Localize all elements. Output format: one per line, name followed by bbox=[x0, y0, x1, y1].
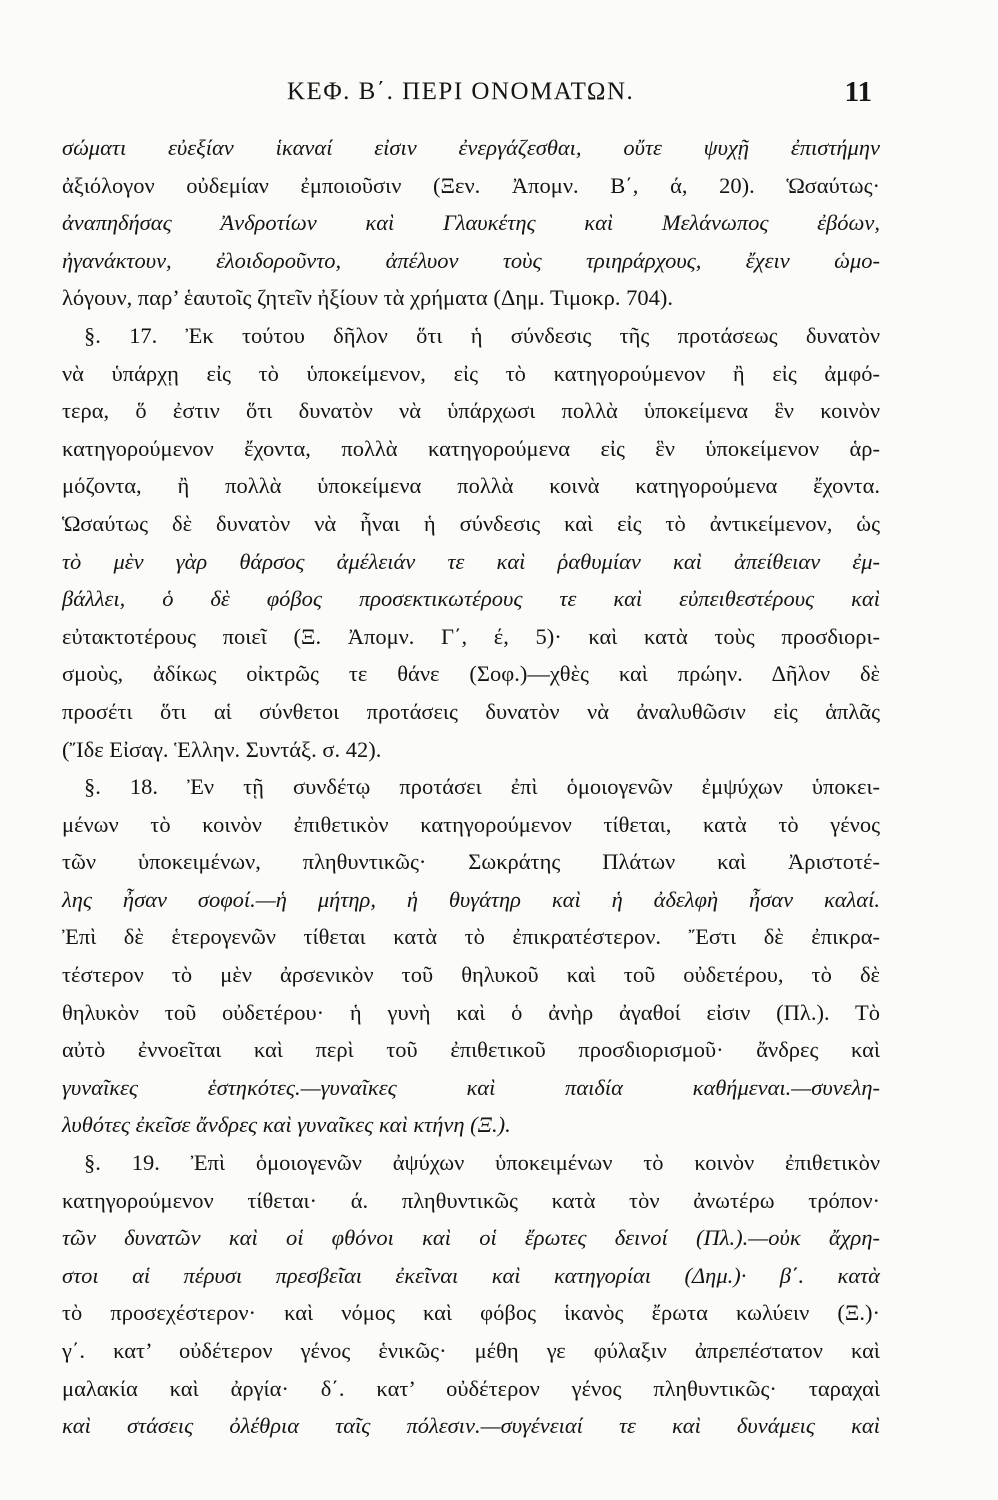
text-line: ἠγανάκτουν, ἐλοιδοροῦντο, ἀπέλυον τοὺς τριηράρχους, ἔχειν ὡμο- bbox=[62, 247, 880, 273]
text-line: (Ἴδε Εἰσαγ. Ἑλλην. Συντάξ. σ. 42). bbox=[62, 736, 382, 762]
text-line: βάλλει, ὁ δὲ φόβος προσεκτικωτέρους τε καὶ εὐπειθεστέρους καὶ bbox=[62, 586, 880, 612]
text-line: σώματι εὐεξίαν ἱκαναί εἰσιν ἐνεργάζεσθαι, οὔτε ψυχῇ ἐπιστήμην bbox=[62, 135, 880, 160]
text-line: στοι αἱ πέρυσι πρεσβεῖαι ἐκεῖναι καὶ κατηγορίαι (Δημ.)· β΄. κατὰ bbox=[62, 1262, 880, 1288]
text-line: καὶ στάσεις ὀλέθρια ταῖς πόλεσιν.—συγένειαί τε καὶ δυνάμεις καὶ bbox=[62, 1413, 880, 1439]
text-line: τῶν ὑποκειμένων, πληθυντικῶς· Σωκράτης Πλάτων καὶ Ἀριστοτέ- bbox=[62, 849, 880, 875]
text-line: εὐτακτοτέρους ποιεῖ (Ξ. Ἀπομν. Γ΄, έ, 5)· καὶ κατὰ τοὺς προσδιορι- bbox=[62, 623, 880, 649]
text-line: Ἐπὶ δὲ ἑτερογενῶν τίθεται κατὰ τὸ ἐπικρατέστερον. Ἔστι δὲ ἐπικρα- bbox=[62, 924, 880, 950]
text-line: Ὡσαύτως δὲ δυνατὸν νὰ ἦναι ἡ σύνδεσις καὶ εἰς τὸ ἀντικείμενον, ὡς bbox=[62, 510, 880, 536]
text-line: τερα, ὅ ἐστιν ὅτι δυνατὸν νὰ ὑπάρχωσι πολλὰ ὑποκείμενα ἓν κοινὸν bbox=[62, 398, 880, 424]
section-19-start: §. 19. Ἐπὶ ὁμοιογενῶν ἀψύχων ὑποκειμένων τὸ κοινὸν ἐπιθετικὸν bbox=[84, 1150, 880, 1176]
text-line: ἀναπηδήσας Ἀνδροτίων καὶ Γλαυκέτης καὶ Μελάνωπος ἐβόων, bbox=[62, 210, 880, 236]
text-line: λης ἦσαν σοφοί.—ἡ μήτηρ, ἡ θυγάτηρ καὶ ἡ ἀδελφὴ ἦσαν καλαί. bbox=[62, 886, 880, 912]
text-line: μαλακία καὶ ἀργία· δ΄. κατ’ οὐδέτερον γένος πληθυντικῶς· ταραχαὶ bbox=[62, 1375, 880, 1401]
running-head bbox=[82, 76, 872, 118]
text-line: λυθότες ἐκεῖσε ἄνδρες καὶ γυναῖκες καὶ κτήνη (Ξ.). bbox=[62, 1112, 511, 1138]
text-line: μόζοντα, ἢ πολλὰ ὑποκείμενα πολλὰ κοινὰ κατηγορούμενα ἔχοντα. bbox=[62, 473, 880, 499]
section-17-start: §. 17. Ἐκ τούτου δῆλον ὅτι ἡ σύνδεσις τῆς προτάσεως δυνατὸν bbox=[84, 322, 880, 348]
text-line: ἀξιόλογον οὐδεμίαν ἐμποιοῦσιν (Ξεν. Ἀπομν. Β΄, ά, 20). Ὡσαύτως· bbox=[62, 172, 880, 198]
text-line: τέστερον τὸ μὲν ἀρσενικὸν τοῦ θηλυκοῦ καὶ τοῦ οὐδετέρου, τὸ δὲ bbox=[62, 962, 880, 988]
text-line: αὐτὸ ἐννοεῖται καὶ περὶ τοῦ ἐπιθετικοῦ προσδιορισμοῦ· ἄνδρες καὶ bbox=[62, 1037, 880, 1063]
text-line: νὰ ὑπάρχῃ εἰς τὸ ὑποκείμενον, εἰς τὸ κατηγορούμενον ἢ εἰς ἀμφό- bbox=[62, 360, 880, 386]
text-line: τὸ προσεχέστερον· καὶ νόμος καὶ φόβος ἱκανὸς ἔρωτα κωλύειν (Ξ.)· bbox=[62, 1300, 880, 1326]
text-line: θηλυκὸν τοῦ οὐδετέρου· ἡ γυνὴ καὶ ὁ ἀνὴρ ἀγαθοί εἰσιν (Πλ.). Τὸ bbox=[62, 999, 880, 1025]
page-number: 11 bbox=[844, 76, 872, 108]
text-line: προσέτι ὅτι αἱ σύνθετοι προτάσεις δυνατὸν νὰ ἀναλυθῶσιν εἰς ἁπλᾶς bbox=[62, 698, 880, 724]
text-line: τὸ μὲν γὰρ θάρσος ἀμέλειάν τε καὶ ῥαθυμίαν καὶ ἀπείθειαν ἐμ- bbox=[62, 548, 880, 574]
text-line: κατηγορούμενον ἔχοντα, πολλὰ κατηγορούμενα εἰς ἓν ὑποκείμενον ἁρ- bbox=[62, 435, 880, 461]
text-line: μένων τὸ κοινὸν ἐπιθετικὸν κατηγορούμενον τίθεται, κατὰ τὸ γένος bbox=[62, 811, 880, 837]
text-line: γυναῖκες ἑστηκότες.—γυναῖκες καὶ παιδία καθήμεναι.—συνελη- bbox=[62, 1074, 880, 1100]
text-line: τῶν δυνατῶν καὶ οἱ φθόνοι καὶ οἱ ἔρωτες δεινοί (Πλ.).—οὐκ ἄχρη- bbox=[62, 1225, 880, 1251]
text-line: λόγουν, παρ’ ἑαυτοῖς ζητεῖν ἠξίουν τὰ χρήματα (Δημ. Τιμοκρ. 704). bbox=[62, 285, 673, 311]
text-line: σμοὺς, ἀδίκως οἰκτρῶς τε θάνε (Σοφ.)—χθὲς καὶ πρώην. Δῆλον δὲ bbox=[62, 661, 880, 687]
running-title: ΚΕΦ. Β΄. ΠΕΡΙ ΟΝΟΜΑΤΩΝ. bbox=[287, 78, 635, 105]
section-18-start: §. 18. Ἐν τῇ συνδέτῳ προτάσει ἐπὶ ὁμοιογενῶν ἐμψύχων ὑποκει- bbox=[84, 774, 880, 800]
body-text bbox=[62, 129, 880, 1445]
text-line: κατηγορούμενον τίθεται· ά. πληθυντικῶς κατὰ τὸν ἀνωτέρω τρόπον· bbox=[62, 1187, 880, 1213]
text-line: γ΄. κατ’ οὐδέτερον γένος ἑνικῶς· μέθη γε φύλαξιν ἀπρεπέστατον καὶ bbox=[62, 1338, 880, 1363]
